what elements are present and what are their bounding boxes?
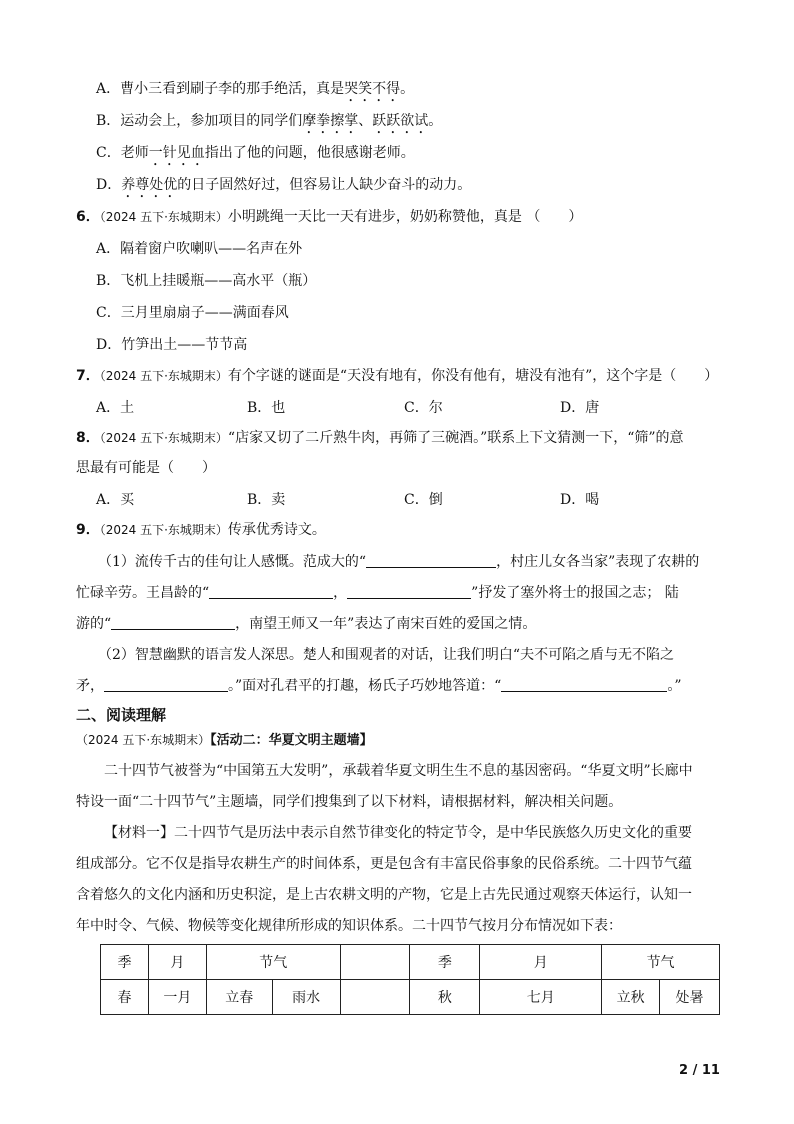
answer-blank[interactable]: [209, 584, 333, 599]
q8-option-a: A．买: [96, 492, 135, 508]
q7-option-a: A．土: [96, 400, 135, 416]
q6-option-d: D．竹笋出土——节节高: [96, 337, 248, 353]
q8-stem: 8．（2024 五下·东城期末）“店家又切了二斤熟牛肉，再筛了三碗酒。”联系上下文猜测一下，“筛”的意: [76, 430, 684, 446]
q9-part1-line2: 忙碌辛劳。王昌龄的“ ， ”抒发了塞外将士的报国之志； 陆: [76, 585, 679, 601]
dotted-idiom: 摩拳擦掌: [302, 113, 359, 129]
question-source: （2024 五下·东城期末）: [99, 369, 228, 383]
q5-option-b: B．运动会上，参加项目的同学们摩拳擦掌、跃跃欲试。: [96, 113, 443, 129]
table-cell: 月: [480, 945, 602, 980]
question-source: （2024 五下·东城期末）: [99, 210, 228, 224]
q9-part1-line3: 游的“ ，南望王师又一年”表达了南宋百姓的爱国之情。: [76, 616, 537, 632]
material1-line2: 组成部分。它不仅是指导农耕生产的时间体系，更是包含有丰富民俗事象的民俗系统。二十四节气蕴: [76, 856, 692, 872]
table-header-row: [101, 945, 720, 980]
table-cell: 秋: [410, 980, 480, 1015]
material1-line3: 含着悠久的文化内涵和历史积淀，是上古农耕文明的产物，它是上古先民通过观察天体运行，认知一: [76, 887, 692, 903]
q6-stem: 6．（2024 五下·东城期末）小明跳绳一天比一天有进步，奶奶称赞他，真是 （ ）: [76, 209, 583, 225]
question-source: （2024 五下·东城期末）: [99, 431, 228, 445]
table-cell: 月: [148, 945, 206, 980]
page-number: 2 / 11: [679, 1063, 720, 1078]
table-cell: 一月: [148, 980, 206, 1015]
material1-line1: 【材料一】二十四节气是历法中表示自然节律变化的特定节令，是中华民族悠久历史文化的重要: [104, 825, 692, 841]
q5-option-c: C．老师一针见血指出了他的问题，他很感谢老师。: [96, 145, 415, 161]
q8-options: [0, 490, 794, 510]
q8-option-c: C．倒: [404, 492, 443, 508]
q9-part1-line1: （1）流传千古的佳句让人感慨。范成大的“ ，村庄儿女各当家”表现了农耕的: [98, 554, 700, 570]
answer-blank[interactable]: [104, 677, 228, 692]
q8-option-d: D．喝: [560, 492, 600, 508]
answer-blank[interactable]: [501, 677, 667, 692]
solar-terms-table: [100, 944, 720, 1015]
q8-option-b: B．卖: [247, 492, 286, 508]
table-cell: 节气: [206, 945, 340, 980]
dotted-idiom: 跃跃欲试: [372, 113, 429, 129]
answer-blank[interactable]: [366, 553, 496, 568]
table-cell: 雨水: [272, 980, 340, 1015]
table-cell: 立秋: [602, 980, 660, 1015]
section2-intro-line2: 特设一面“二十四节气”主题墙，同学们搜集到了以下材料，请根据材料，解决相关问题。: [76, 794, 623, 810]
section2-source: （2024 五下·东城期末）【活动二：华夏文明主题墙】: [76, 733, 373, 748]
q7-option-b: B．也: [247, 400, 286, 416]
q7-stem: 7．（2024 五下·东城期末）有个字谜的谜面是“天没有地有，你没有他有，塘没有池有”，这个字是（ ）: [76, 368, 719, 384]
table-cell: [340, 945, 410, 980]
table-cell: 季: [410, 945, 480, 980]
q9-stem: 9．（2024 五下·东城期末）传承优秀诗文。: [76, 522, 326, 538]
q6-option-b: B．飞机上挂暖瓶——高水平（瓶）: [96, 273, 317, 289]
material1-line4: 年中时令、气候、物候等变化规律所形成的知识体系。二十四节气按月分布情况如下表：: [76, 918, 622, 934]
q6-option-a: A．隔着窗户吹喇叭——名声在外: [96, 241, 303, 257]
q7-option-d: D．唐: [560, 400, 600, 416]
q7-options: [0, 398, 794, 418]
q5-option-a: A．曹小三看到刷子李的那手绝活，真是哭笑不得。: [96, 81, 415, 97]
answer-blank[interactable]: [347, 584, 471, 599]
table-cell: 处暑: [660, 980, 720, 1015]
table-cell: 季: [101, 945, 149, 980]
section2-intro-line1: 二十四节气被誉为“中国第五大发明”，承载着华夏文明生生不息的基因密码。“华夏文明”长廊中: [104, 763, 693, 779]
table-cell: 春: [101, 980, 149, 1015]
dotted-idiom: 哭笑不得: [344, 81, 401, 97]
q9-part2-line1: （2）智慧幽默的语言发人深思。楚人和围观者的对话，让我们明白“夫不可陷之盾与无不陷之: [98, 647, 675, 663]
answer-blank[interactable]: [111, 615, 235, 630]
table-cell: 七月: [480, 980, 602, 1015]
table-cell: 立春: [206, 980, 272, 1015]
table-cell: 节气: [602, 945, 720, 980]
table-cell: [340, 980, 410, 1015]
section-title: 二、阅读理解: [76, 706, 167, 724]
q8-stem-continued: 思最有可能是（ ）: [76, 460, 216, 476]
q5-option-d: D．养尊处优的日子固然好过，但容易让人缺少奋斗的动力。: [96, 177, 472, 193]
dotted-idiom: 一针见血: [148, 145, 205, 161]
question-source: （2024 五下·东城期末）: [99, 523, 228, 537]
table-row: [101, 980, 720, 1015]
q7-option-c: C．尔: [404, 400, 443, 416]
q9-part2-line2: 矛， 。”面对孔君平的打趣，杨氏子巧妙地答道：“ 。”: [76, 678, 682, 694]
dotted-idiom: 养尊处优: [121, 177, 178, 193]
q6-option-c: C．三月里扇扇子——满面春风: [96, 305, 289, 321]
